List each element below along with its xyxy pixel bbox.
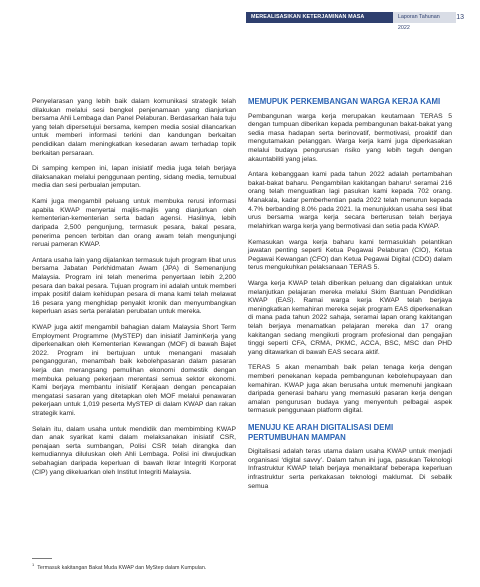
paragraph: TERAS 5 akan menambah baik pelan tenaga kerja dengan memberi penekanan kepada pembangunan kebolehupayaan dan kemahiran. KWAP juga akan berusaha untuk memenuhi jangkaan daripada generasi baharu yang memasuki pasaran kerja dengan amalan pengurusan budaya yang menyentuh pelbagai aspek termasuk penggunaan platform digital. [248, 364, 452, 415]
footnote-divider [32, 558, 52, 559]
paragraph: Penyelarasan yang lebih baik dalam komunikasi strategik telah dilakukan melalui sesi bengkel penjenamaan yang dianjurkan bersama Ahli Lembaga dan Panel Pelaburan. Berdasarkan hala tuju yang telah dipersetujui bersama, kempen media sosial dilancarkan untuk memberi informasi terkini dan kandungan berkaitan pendidikan dalam meningkatkan kesedaran awam terhadap topik berkaitan persaraan. [32, 98, 236, 157]
footnote [32, 562, 206, 571]
report-title: Laporan Tahunan 2022 [393, 12, 456, 23]
section-heading: MEMUPUK PERKEMBANGAN WARGA KERJA KAMI [248, 97, 441, 106]
paragraph: Antara kebanggaan kami pada tahun 2022 adalah pertambahan bakat-bakat baharu. Pengambilan kakitangan baharu¹ seramai 216 orang telah menguatkan lagi pasukan kami kepada 702 orang. Manakala, kadar pemberhentian pada 2022 telah menurun kepada 4.7% berbanding 8.0% pada 2021. Ia menunjukkan usaha sesi libat urus bersama warga kerja secara berterusan telah berjaya melahirkan warga kerja yang bermotivasi dan setia pada KWAP. [248, 171, 452, 230]
paragraph: Di samping kempen ini, lapan inisiatif media juga telah berjaya dilaksanakan melalui penggunaan penting, sidang media, temubual media dan sesi perbualan jemputan. [32, 165, 236, 190]
footnote-text: Termasuk kakitangan Bakat Muda KWAP dan MyStep dalam Kumpulan. [37, 564, 207, 571]
right-column [248, 97, 452, 498]
section-title: MEREALISASIKAN KETERJAMINAN MASA HADAPAN [246, 12, 393, 23]
paragraph: Warga kerja KWAP telah diberikan peluang dan digalakkan untuk melanjutkan pelajaran mereka melalui Skim Bantuan Pendidikan KWAP (EAS). Ramai warga kerja KWAP telah berjaya meningkatkan kemahiran mereka sejak program EAS diperkenalkan di mana pada tahun 2022 sahaja, seramai lapan orang kakitangan telah berjaya menamatkan pelajaran mereka dan 17 orang kakitangan sedang mengikuti program profesional dan pengajian tinggi seperti CFA, CRMA, PKMC, ACCA, BSC, MSC dan PHD yang ditawarkan di bawah EAS secara aktif. [248, 279, 452, 356]
paragraph: Antara usaha lain yang dijalankan termasuk tujuh program libat urus bersama Jabatan Perkhidmatan Awam (JPA) di Semenanjung Malaysia. Program ini telah menerima penyertaan lebih 2,200 pesara dan bakal pesara. Tujuan program ini adalah untuk memberi impak positif dalam kehidupan pesara di mana kami telah melawat 16 pesara yang menghidap penyakit kronik dan menyumbangkan keperluan asas serta peralatan perubatan untuk mereka. [32, 256, 236, 316]
paragraph: Pembangunan warga kerja merupakan keutamaan TERAS 5 dengan tumpuan diberikan kepada pembangunan bakat-bakat yang sedia masa hadapan serta berinovatif, bermotivasi, proaktif dan mengutamakan pelanggan. Warga kerja kami juga diperkasakan melalui budaya pengurusan risiko yang lebih teguh dengan akauntabiliti yang jelas. [248, 112, 452, 163]
paragraph: Digitalisasi adalah teras utama dalam usaha KWAP untuk menjadi organisasi ‘digital savvy’. Dalam tahun ini juga, pasukan Teknologi Infrastruktur KWAP telah berjaya menaiktaraf beberapa keperluan infrastruktur serta perkakasan teknologi maklumat. Di sebalik semua [248, 448, 452, 490]
footnote-marker: 1 [32, 562, 35, 567]
paragraph: KWAP juga aktif mengambil bahagian dalam Malaysia Short Term Employment Programme (MySTEP) dan inisiatif JaminKerja yang diperkenalkan oleh Kementerian Kewangan (MOF) di bawah Bajet 2022. Program ini bertujuan untuk menangani masalah pengangguran, menambah baik kebolehpasaran dalam pasaran kerja dan merangsang pemulihan ekonomi domestik dengan membuka peluang pekerjaan merentasi semua sektor ekonomi. Kami berjaya membantu inisiatif Kerajaan dengan pencapaian mengatasi sasaran yang ditetapkan oleh MOF melalui penawaran pekerjaan untuk 1,019 peserta MySTEP di dalam KWAP dan rakan strategik kami. [32, 324, 236, 417]
paragraph: Kemasukan warga kerja baharu kami termasuklah pelantikan jawatan penting seperti Ketua Pegawai Pelaburan (CIO), Ketua Pegawai Kewangan (CFO) dan Ketua Pegawai Digital (CDO) dalam terus mengukuhkan pelaksanaan TERAS 5. [248, 238, 452, 272]
paragraph: Kami juga mengambil peluang untuk membuka rerusi informasi apabila KWAP menyertai majlis-majlis yang dianjurkan oleh kementerian-kementerian serta badan agensi. Hasilnya, lebih daripada 2,500 pengunjung, termasuk pesara, bakal pesara, penerima pencen terbitan dan orang awam telah mengunjungi reruai pameran KWAP. [32, 198, 236, 249]
paragraph: Selain itu, dalam usaha untuk mendidik dan membimbing KWAP dan anak syarikat kami dalam melaksanakan inisiatif CSR, penajaan serta sumbangan, Polisi CSR telah dirangka dan kemudiannya diluluskan oleh Ahli Lembaga. Polisi ini diwujudkan sebahagian daripada keperluan di bawah Ikrar Integriti Korporat (CIP) yang dikeluarkan oleh Institut Integriti Malaysia. [32, 425, 236, 476]
section-heading: MENUJU KE ARAH DIGITALISASI DEMI PERTUMBUHAN MAMPAN [248, 423, 394, 442]
left-column [32, 98, 236, 484]
page-number: 13 [456, 14, 464, 21]
page-header [246, 12, 464, 31]
